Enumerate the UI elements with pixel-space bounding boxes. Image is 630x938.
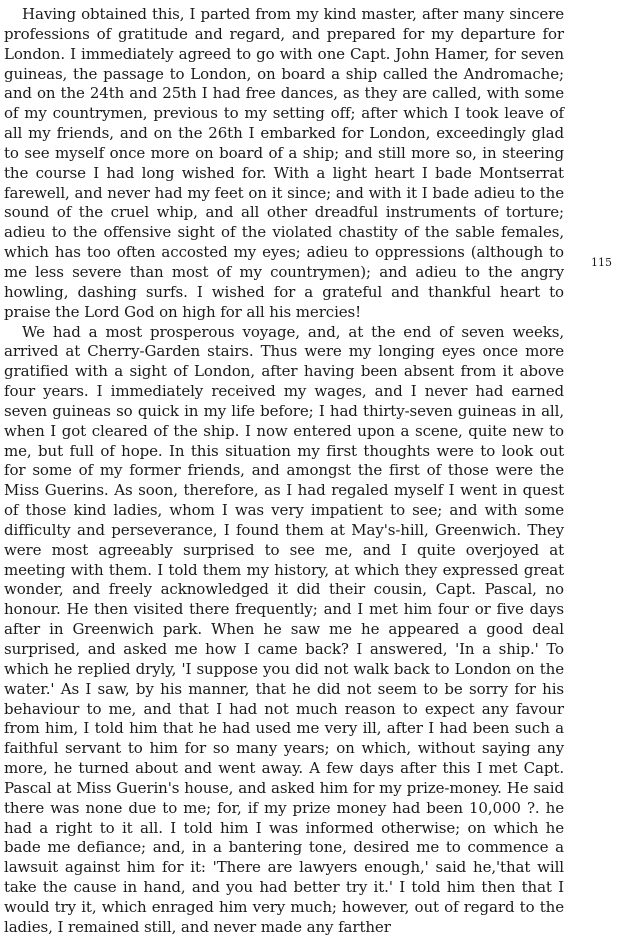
paragraph-1: Having obtained this, I parted from my kind master, after many sincere professions of gratitude and regard, and prepared for my departure for London. I immediately agreed to go with one Capt. John Hamer, for seven guineas, the passage to London, on board a ship called the Andromache; and on the 24th and 25th I had free dances, as they are called, with some of my countrymen, previous to my setting off; after which I took leave of all my friends, and on the 26th I embarked for London, exceedingly glad to see myself once more on board of a ship; and still more so, in steering the course I had long wished for. With a light heart I bade Montserrat farewell, and never had my feet on it since; and with it I bade adieu to the sound of the cruel whip, and all other dreadful instruments of torture; adieu to the offensive sight of the violated chastity of the sable females, which has too often accosted my eyes; adieu to oppressions (although to me less severe than most of my countrymen); and adieu to the angry howling, dashing surfs. I wished for a grateful and thankful heart to praise the Lord God on high for all his mercies!: [4, 5, 564, 321]
paragraph-2: We had a most prosperous voyage, and, at the end of seven weeks, arrived at Cherry-Garden stairs. Thus were my longing eyes once more gratified with a sight of London, after having been absent from it above four years. I immediately received my wages, and I never had earned seven guineas so quick in my life before; I had thirty-seven guineas in all, when I got cleared of the ship. I now entered upon a scene, quite new to me, but full of hope. In this situation my first thoughts were to look out for some of my former friends, and amongst the first of those were the Miss Guerins. As soon, therefore, as I had regaled myself I went in quest of those kind ladies, whom I was very impatient to see; and with some difficulty and perseverance, I found them at May's-hill, Greenwich. They were most agreeably surprised to see me, and I quite overjoyed at meeting with them. I told them my history, at which they expressed great wonder, and freely acknowledged it did their cousin, Capt. Pascal, no honour. He then visited there frequently; and I met him four or five days after in Greenwich park. When he saw me he appeared a good deal surprised, and asked me how I came back? I answered, 'In a ship.' To which he replied dryly, 'I suppose you did not walk back to London on the water.' As I saw, by his manner, that he did not seem to be sorry for his behaviour to me, and that I had not much reason to expect any favour from him, I told him that he had used me very ill, after I had been such a faithful servant to him for so many years; on which, without saying any more, he turned about and went away. A few days after this I met Capt. Pascal at Miss Guerin's house, and asked him for my prize-money. He said there was none due to me; for, if my prize money had been 10,000 ?. he had a right to it all. I told him I was informed otherwise; on which he bade me defiance; and, in a bantering tone, desired me to commence a lawsuit against him for it: 'There are lawyers enough,' said he,'that will take the cause in hand, and you had better try it.' I told him then that I would try it, which enraged him very much; however, out of regard to the ladies, I remained still, and never made any farther: [4, 322, 564, 936]
page-number: 115: [591, 256, 612, 269]
body-text: [4, 5, 564, 938]
